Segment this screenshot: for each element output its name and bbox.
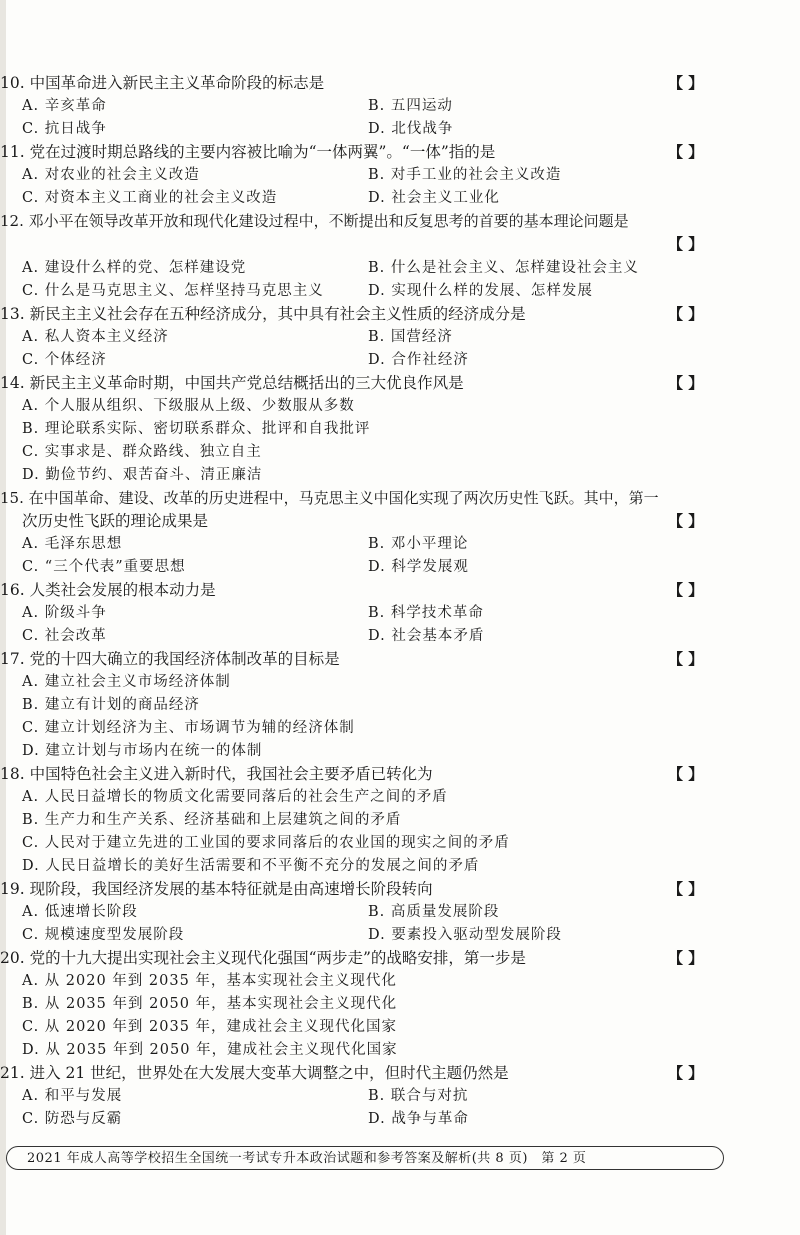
q19-option-c: C. 规模速度型发展阶段 <box>22 927 185 943</box>
answer-bracket-21: 【 】 <box>668 1064 704 1082</box>
q13-option-a: A. 私人资本主义经济 <box>22 329 169 345</box>
q14-option-b: B. 理论联系实际、密切联系群众、批评和自我批评 <box>22 421 371 437</box>
answer-bracket-13: 【 】 <box>668 305 704 323</box>
q20-option-b: B. 从 2035 年到 2050 年，基本实现社会主义现代化 <box>22 996 398 1012</box>
answer-bracket-15: 【 】 <box>668 512 704 530</box>
q20-option-a: A. 从 2020 年到 2035 年，基本实现社会主义现代化 <box>22 973 397 989</box>
q20-option-c: C. 从 2020 年到 2035 年，建成社会主义现代化国家 <box>22 1019 398 1035</box>
q19-option-a: A. 低速增长阶段 <box>22 904 138 920</box>
question-10-stem: 10. 中国革命进入新民主主义革命阶段的标志是 <box>0 74 325 92</box>
q19-option-b: B. 高质量发展阶段 <box>368 904 500 920</box>
q12-option-a: A. 建设什么样的党、怎样建设党 <box>22 260 247 276</box>
question-15-stem-continued: 次历史性飞跃的理论成果是 <box>22 512 209 530</box>
q17-option-a: A. 建立社会主义市场经济体制 <box>22 674 231 690</box>
q11-option-a: A. 对农业的社会主义改造 <box>22 167 200 183</box>
q11-option-d: D. 社会主义工业化 <box>368 190 500 206</box>
q19-option-d: D. 要素投入驱动型发展阶段 <box>368 927 562 943</box>
q13-option-d: D. 合作社经济 <box>368 352 469 368</box>
q16-option-d: D. 社会基本矛盾 <box>368 628 485 644</box>
q15-option-d: D. 科学发展观 <box>368 559 469 575</box>
q21-option-c: C. 防恐与反霸 <box>22 1111 123 1127</box>
q12-option-b: B. 什么是社会主义、怎样建设社会主义 <box>368 260 639 276</box>
question-19-stem: 19. 现阶段，我国经济发展的基本特征就是由高速增长阶段转向 <box>0 880 433 898</box>
q10-option-a: A. 辛亥革命 <box>22 98 107 114</box>
q15-option-b: B. 邓小平理论 <box>368 536 469 552</box>
question-13-stem: 13. 新民主主义社会存在五种经济成分，其中具有社会主义性质的经济成分是 <box>0 305 526 323</box>
q14-option-c: C. 实事求是、群众路线、独立自主 <box>22 444 262 460</box>
answer-bracket-11: 【 】 <box>668 143 704 161</box>
q13-option-b: B. 国营经济 <box>368 329 453 345</box>
q13-option-c: C. 个体经济 <box>22 352 107 368</box>
q18-option-b: B. 生产力和生产关系、经济基础和上层建筑之间的矛盾 <box>22 812 402 828</box>
answer-bracket-20: 【 】 <box>668 949 704 967</box>
q18-option-c: C. 人民对于建立先进的工业国的要求同落后的农业国的现实之间的矛盾 <box>22 835 510 851</box>
q21-option-b: B. 联合与对抗 <box>368 1088 469 1104</box>
question-16-stem: 16. 人类社会发展的根本动力是 <box>0 581 216 599</box>
question-20-stem: 20. 党的十九大提出实现社会主义现代化强国“两步走”的战略安排，第一步是 <box>0 949 526 967</box>
question-12-stem: 12. 邓小平在领导改革开放和现代化建设过程中，不断提出和反复思考的首要的基本理论问题是 <box>0 212 629 230</box>
page-footer <box>6 1146 724 1170</box>
question-17-stem: 17. 党的十四大确立的我国经济体制改革的目标是 <box>0 650 340 668</box>
q14-option-d: D. 勤俭节约、艰苦奋斗、清正廉洁 <box>22 467 263 483</box>
answer-bracket-19: 【 】 <box>668 880 704 898</box>
page-edge <box>0 0 6 1235</box>
q15-option-a: A. 毛泽东思想 <box>22 536 123 552</box>
question-15-stem: 15. 在中国革命、建设、改革的历史进程中，马克思主义中国化实现了两次历史性飞跃。其中，第一 <box>0 489 659 507</box>
answer-bracket-12: 【 】 <box>668 235 704 253</box>
q15-option-c: C. “三个代表”重要思想 <box>22 559 186 575</box>
q12-option-d: D. 实现什么样的发展、怎样发展 <box>368 283 593 299</box>
answer-bracket-17: 【 】 <box>668 650 704 668</box>
q18-option-a: A. 人民日益增长的物质文化需要同落后的社会生产之间的矛盾 <box>22 789 448 805</box>
q12-option-c: C. 什么是马克思主义、怎样坚持马克思主义 <box>22 283 324 299</box>
q18-option-d: D. 人民日益增长的美好生活需要和不平衡不充分的发展之间的矛盾 <box>22 858 480 874</box>
q11-option-c: C. 对资本主义工商业的社会主义改造 <box>22 190 278 206</box>
q17-option-d: D. 建立计划与市场内在统一的体制 <box>22 743 263 759</box>
question-21-stem: 21. 进入 21 世纪，世界处在大发展大变革大调整之中，但时代主题仍然是 <box>0 1064 509 1082</box>
q10-option-b: B. 五四运动 <box>368 98 453 114</box>
answer-bracket-10: 【 】 <box>668 74 704 92</box>
q21-option-a: A. 和平与发展 <box>22 1088 123 1104</box>
question-11-stem: 11. 党在过渡时期总路线的主要内容被比喻为“一体两翼”。“一体”指的是 <box>0 143 496 161</box>
q10-option-c: C. 抗日战争 <box>22 121 107 137</box>
q20-option-d: D. 从 2035 年到 2050 年，建成社会主义现代化国家 <box>22 1042 398 1058</box>
q16-option-c: C. 社会改革 <box>22 628 107 644</box>
answer-bracket-16: 【 】 <box>668 581 704 599</box>
answer-bracket-18: 【 】 <box>668 765 704 783</box>
q17-option-c: C. 建立计划经济为主、市场调节为辅的经济体制 <box>22 720 355 736</box>
q11-option-b: B. 对手工业的社会主义改造 <box>368 167 562 183</box>
q10-option-d: D. 北伐战争 <box>368 121 454 137</box>
question-18-stem: 18. 中国特色社会主义进入新时代，我国社会主要矛盾已转化为 <box>0 765 433 783</box>
answer-bracket-14: 【 】 <box>668 374 704 392</box>
q16-option-a: A. 阶级斗争 <box>22 605 107 621</box>
q14-option-a: A. 个人服从组织、下级服从上级、少数服从多数 <box>22 398 355 414</box>
q17-option-b: B. 建立有计划的商品经济 <box>22 697 200 713</box>
footer-text: 2021 年成人高等学校招生全国统一考试专升本政治试题和参考答案及解析(共 8 页) 第 2 页 <box>27 1151 587 1166</box>
q21-option-d: D. 战争与革命 <box>368 1111 469 1127</box>
question-14-stem: 14. 新民主主义革命时期，中国共产党总结概括出的三大优良作风是 <box>0 374 464 392</box>
q16-option-b: B. 科学技术革命 <box>368 605 484 621</box>
